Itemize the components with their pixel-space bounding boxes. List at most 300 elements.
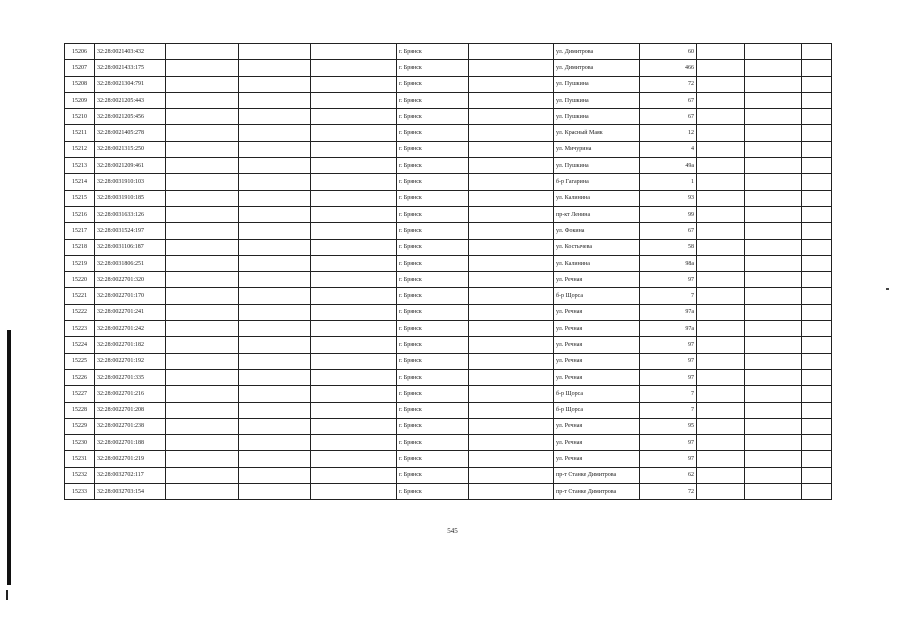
cell-empty: [166, 435, 239, 451]
cell-cadastral-number: 32:28:0022701:188: [95, 435, 166, 451]
cell-city: г. Брянск: [397, 337, 469, 353]
cell-empty: [166, 484, 239, 500]
cell-empty: [166, 467, 239, 483]
cell-empty: [166, 402, 239, 418]
cell-empty: [697, 369, 745, 385]
cell-empty: [697, 174, 745, 190]
table-row: [65, 60, 832, 76]
cell-house-number: 95: [640, 418, 697, 434]
cell-empty: [311, 255, 397, 271]
cell-cadastral-number: 32:28:0022701:238: [95, 418, 166, 434]
cell-record-number: 15229: [65, 418, 95, 434]
cell-street: пр-кт Ленина: [554, 206, 640, 222]
cell-empty: [166, 337, 239, 353]
cell-empty: [802, 337, 832, 353]
cell-empty: [311, 435, 397, 451]
cell-empty: [697, 386, 745, 402]
cell-empty: [239, 467, 311, 483]
cell-empty: [469, 109, 554, 125]
cell-empty: [469, 239, 554, 255]
cell-house-number: 72: [640, 484, 697, 500]
cell-empty: [311, 109, 397, 125]
cell-cadastral-number: 32:28:0031910:103: [95, 174, 166, 190]
cell-empty: [802, 190, 832, 206]
cell-record-number: 15223: [65, 321, 95, 337]
cell-empty: [239, 109, 311, 125]
cell-empty: [745, 141, 802, 157]
cell-empty: [311, 60, 397, 76]
cell-empty: [802, 141, 832, 157]
cell-empty: [697, 255, 745, 271]
cell-record-number: 15219: [65, 255, 95, 271]
cell-house-number: 97: [640, 369, 697, 385]
cell-cadastral-number: 32:28:0031106:187: [95, 239, 166, 255]
cell-empty: [469, 353, 554, 369]
cell-empty: [802, 321, 832, 337]
cell-empty: [166, 223, 239, 239]
cell-empty: [802, 109, 832, 125]
cell-street: ул. Речная: [554, 353, 640, 369]
cell-empty: [239, 418, 311, 434]
cell-empty: [802, 60, 832, 76]
cell-empty: [697, 190, 745, 206]
cell-street: ул. Речная: [554, 418, 640, 434]
cell-empty: [239, 44, 311, 60]
cell-empty: [745, 174, 802, 190]
cell-empty: [697, 435, 745, 451]
cell-house-number: 67: [640, 92, 697, 108]
cell-street: пр-т Станке Димитрова: [554, 467, 640, 483]
cell-empty: [745, 190, 802, 206]
cell-house-number: 62: [640, 467, 697, 483]
cell-empty: [745, 484, 802, 500]
table-row: [65, 321, 832, 337]
cell-empty: [311, 484, 397, 500]
cell-city: г. Брянск: [397, 402, 469, 418]
cell-city: г. Брянск: [397, 484, 469, 500]
cell-empty: [802, 239, 832, 255]
cell-empty: [745, 386, 802, 402]
cell-empty: [802, 206, 832, 222]
cell-street: ул. Калинина: [554, 255, 640, 271]
cell-city: г. Брянск: [397, 44, 469, 60]
cell-house-number: 99: [640, 206, 697, 222]
cell-empty: [166, 174, 239, 190]
cell-city: г. Брянск: [397, 418, 469, 434]
cell-empty: [469, 158, 554, 174]
cell-city: г. Брянск: [397, 60, 469, 76]
cell-cadastral-number: 32:28:0021205:443: [95, 92, 166, 108]
cell-house-number: 67: [640, 223, 697, 239]
cell-cadastral-number: 32:28:0021315:250: [95, 141, 166, 157]
cell-empty: [311, 158, 397, 174]
cell-empty: [745, 288, 802, 304]
table-row: [65, 223, 832, 239]
cell-empty: [311, 321, 397, 337]
cell-street: ул. Речная: [554, 451, 640, 467]
cell-cadastral-number: 32:28:0022701:241: [95, 304, 166, 320]
cell-house-number: 97: [640, 353, 697, 369]
cell-empty: [239, 174, 311, 190]
cell-street: ул. Костычева: [554, 239, 640, 255]
cell-empty: [239, 223, 311, 239]
cell-empty: [745, 125, 802, 141]
cell-empty: [239, 60, 311, 76]
cell-empty: [166, 369, 239, 385]
cell-empty: [239, 435, 311, 451]
cell-empty: [469, 190, 554, 206]
cell-empty: [239, 386, 311, 402]
table-row: [65, 272, 832, 288]
cell-city: г. Брянск: [397, 304, 469, 320]
cell-empty: [802, 418, 832, 434]
cell-empty: [802, 369, 832, 385]
cell-empty: [239, 158, 311, 174]
cell-empty: [311, 239, 397, 255]
cell-empty: [166, 158, 239, 174]
cell-empty: [239, 353, 311, 369]
cell-cadastral-number: 32:28:0031910:185: [95, 190, 166, 206]
cell-street: ул. Речная: [554, 369, 640, 385]
cell-empty: [239, 76, 311, 92]
cell-empty: [697, 141, 745, 157]
cell-empty: [239, 451, 311, 467]
cell-empty: [745, 206, 802, 222]
cell-house-number: 72: [640, 76, 697, 92]
cell-street: ул. Димитрова: [554, 60, 640, 76]
cell-empty: [745, 44, 802, 60]
cell-empty: [166, 451, 239, 467]
cell-house-number: 12: [640, 125, 697, 141]
cell-street: ул. Пушкина: [554, 158, 640, 174]
cell-city: г. Брянск: [397, 125, 469, 141]
cell-house-number: 97: [640, 272, 697, 288]
table-row: [65, 206, 832, 222]
table-row: [65, 304, 832, 320]
cell-empty: [311, 223, 397, 239]
cell-cadastral-number: 32:28:0022701:192: [95, 353, 166, 369]
cell-empty: [166, 239, 239, 255]
cell-street: ул. Речная: [554, 435, 640, 451]
cell-empty: [311, 467, 397, 483]
cell-empty: [239, 402, 311, 418]
cell-house-number: 4: [640, 141, 697, 157]
cell-record-number: 15218: [65, 239, 95, 255]
cell-empty: [239, 288, 311, 304]
cell-empty: [166, 92, 239, 108]
cell-empty: [166, 418, 239, 434]
cell-empty: [745, 467, 802, 483]
cell-cadastral-number: 32:28:0022701:219: [95, 451, 166, 467]
cell-cadastral-number: 32:28:0021403:432: [95, 44, 166, 60]
cell-house-number: 7: [640, 386, 697, 402]
cell-empty: [311, 272, 397, 288]
cell-empty: [166, 125, 239, 141]
cell-empty: [802, 158, 832, 174]
cell-empty: [802, 467, 832, 483]
cell-street: ул. Фокина: [554, 223, 640, 239]
cell-empty: [239, 484, 311, 500]
cell-street: ул. Речная: [554, 321, 640, 337]
cell-empty: [745, 418, 802, 434]
cell-empty: [239, 125, 311, 141]
cell-cadastral-number: 32:28:0021433:175: [95, 60, 166, 76]
cell-record-number: 15221: [65, 288, 95, 304]
cell-city: г. Брянск: [397, 369, 469, 385]
cell-empty: [469, 484, 554, 500]
cell-empty: [166, 255, 239, 271]
cell-empty: [311, 76, 397, 92]
cell-city: г. Брянск: [397, 92, 469, 108]
cell-city: г. Брянск: [397, 223, 469, 239]
cell-empty: [469, 206, 554, 222]
cell-empty: [697, 109, 745, 125]
table-row: [65, 109, 832, 125]
cell-record-number: 15228: [65, 402, 95, 418]
cell-empty: [802, 435, 832, 451]
cell-record-number: 15212: [65, 141, 95, 157]
cell-house-number: 97: [640, 337, 697, 353]
cell-empty: [311, 386, 397, 402]
table-row: [65, 402, 832, 418]
cell-street: ул. Пушкина: [554, 109, 640, 125]
cell-empty: [166, 206, 239, 222]
cell-empty: [239, 92, 311, 108]
cell-empty: [802, 92, 832, 108]
cell-empty: [239, 190, 311, 206]
cell-cadastral-number: 32:28:0032702:117: [95, 467, 166, 483]
cell-empty: [802, 174, 832, 190]
cell-street: ул. Калинина: [554, 190, 640, 206]
cell-city: г. Брянск: [397, 239, 469, 255]
cell-empty: [745, 435, 802, 451]
table-row: [65, 418, 832, 434]
cell-record-number: 15213: [65, 158, 95, 174]
cell-empty: [697, 76, 745, 92]
cell-city: г. Брянск: [397, 451, 469, 467]
cell-empty: [469, 386, 554, 402]
cell-empty: [469, 402, 554, 418]
cell-empty: [697, 451, 745, 467]
cell-record-number: 15208: [65, 76, 95, 92]
cell-empty: [745, 239, 802, 255]
cell-cadastral-number: 32:28:0022701:208: [95, 402, 166, 418]
cell-empty: [697, 223, 745, 239]
cell-city: г. Брянск: [397, 272, 469, 288]
cell-empty: [745, 353, 802, 369]
cell-empty: [745, 451, 802, 467]
cell-street: ул. Речная: [554, 272, 640, 288]
cell-empty: [469, 304, 554, 320]
cell-empty: [802, 44, 832, 60]
cell-empty: [311, 206, 397, 222]
cell-empty: [745, 272, 802, 288]
cell-empty: [469, 174, 554, 190]
scan-edge-mark: [7, 330, 11, 585]
cell-record-number: 15226: [65, 369, 95, 385]
cell-record-number: 15211: [65, 125, 95, 141]
cell-city: г. Брянск: [397, 190, 469, 206]
cell-street: б-р Щорса: [554, 402, 640, 418]
cell-street: б-р Гагарина: [554, 174, 640, 190]
cell-empty: [166, 304, 239, 320]
cell-cadastral-number: 32:28:0022701:216: [95, 386, 166, 402]
cell-house-number: 98а: [640, 255, 697, 271]
table-row: [65, 337, 832, 353]
cell-record-number: 15210: [65, 109, 95, 125]
cell-cadastral-number: 32:28:0022701:182: [95, 337, 166, 353]
cell-house-number: 97: [640, 451, 697, 467]
cell-empty: [311, 92, 397, 108]
cell-empty: [166, 190, 239, 206]
cell-house-number: 97: [640, 435, 697, 451]
cell-record-number: 15222: [65, 304, 95, 320]
cell-street: ул. Пушкина: [554, 92, 640, 108]
cell-empty: [697, 304, 745, 320]
cell-street: ул. Пушкина: [554, 76, 640, 92]
cell-empty: [802, 386, 832, 402]
cell-empty: [745, 109, 802, 125]
table-row: [65, 484, 832, 500]
cell-empty: [469, 467, 554, 483]
cell-record-number: 15214: [65, 174, 95, 190]
cell-record-number: 15231: [65, 451, 95, 467]
cell-city: г. Брянск: [397, 288, 469, 304]
table-row: [65, 125, 832, 141]
scan-edge-mark-small: [6, 590, 8, 600]
table-row: [65, 158, 832, 174]
cell-empty: [311, 418, 397, 434]
cell-empty: [802, 353, 832, 369]
cell-street: пр-т Станке Димитрова: [554, 484, 640, 500]
cell-empty: [469, 418, 554, 434]
cell-record-number: 15233: [65, 484, 95, 500]
cell-city: г. Брянск: [397, 255, 469, 271]
cell-cadastral-number: 32:28:0022701:320: [95, 272, 166, 288]
cell-empty: [239, 255, 311, 271]
cell-empty: [166, 141, 239, 157]
cell-empty: [311, 402, 397, 418]
cell-empty: [697, 467, 745, 483]
table-row: [65, 467, 832, 483]
cell-empty: [239, 304, 311, 320]
cell-cadastral-number: 32:28:0021405:278: [95, 125, 166, 141]
cell-house-number: 97а: [640, 321, 697, 337]
cell-empty: [802, 272, 832, 288]
table-row: [65, 92, 832, 108]
cell-empty: [166, 288, 239, 304]
cell-empty: [469, 44, 554, 60]
cell-empty: [311, 190, 397, 206]
cell-empty: [311, 451, 397, 467]
cell-empty: [697, 353, 745, 369]
cell-empty: [239, 369, 311, 385]
cell-empty: [697, 158, 745, 174]
cell-empty: [166, 353, 239, 369]
cell-empty: [469, 60, 554, 76]
cell-house-number: 49а: [640, 158, 697, 174]
cell-empty: [239, 206, 311, 222]
cell-empty: [166, 109, 239, 125]
cell-empty: [311, 174, 397, 190]
cell-record-number: 15209: [65, 92, 95, 108]
cell-empty: [745, 76, 802, 92]
cell-empty: [469, 288, 554, 304]
cell-empty: [469, 92, 554, 108]
cell-city: г. Брянск: [397, 386, 469, 402]
scan-speck: [886, 288, 889, 290]
table-row: [65, 369, 832, 385]
cell-record-number: 15206: [65, 44, 95, 60]
cell-empty: [469, 223, 554, 239]
cell-cadastral-number: 32:28:0022701:335: [95, 369, 166, 385]
cell-empty: [469, 76, 554, 92]
cell-city: г. Брянск: [397, 158, 469, 174]
cell-empty: [166, 76, 239, 92]
cell-house-number: 93: [640, 190, 697, 206]
cell-empty: [311, 125, 397, 141]
cell-record-number: 15224: [65, 337, 95, 353]
cell-empty: [469, 125, 554, 141]
cell-empty: [697, 60, 745, 76]
cell-empty: [745, 92, 802, 108]
cell-empty: [469, 337, 554, 353]
cell-empty: [745, 321, 802, 337]
cell-empty: [802, 255, 832, 271]
cell-house-number: 7: [640, 402, 697, 418]
cell-empty: [469, 141, 554, 157]
cell-empty: [697, 239, 745, 255]
cell-empty: [166, 321, 239, 337]
cell-empty: [239, 239, 311, 255]
cell-empty: [802, 288, 832, 304]
cell-record-number: 15230: [65, 435, 95, 451]
cell-house-number: 58: [640, 239, 697, 255]
cell-empty: [697, 125, 745, 141]
cell-empty: [697, 402, 745, 418]
cell-city: г. Брянск: [397, 321, 469, 337]
cell-house-number: 1: [640, 174, 697, 190]
cell-empty: [697, 321, 745, 337]
cell-record-number: 15215: [65, 190, 95, 206]
cell-house-number: 97а: [640, 304, 697, 320]
cell-street: ул. Мичурина: [554, 141, 640, 157]
cell-cadastral-number: 32:28:0022701:170: [95, 288, 166, 304]
table-row: [65, 255, 832, 271]
cell-empty: [697, 337, 745, 353]
registry-body: [65, 44, 832, 500]
cell-cadastral-number: 32:28:0031524:197: [95, 223, 166, 239]
cell-empty: [697, 418, 745, 434]
table-row: [65, 76, 832, 92]
cell-record-number: 15225: [65, 353, 95, 369]
cell-empty: [802, 484, 832, 500]
cell-empty: [802, 223, 832, 239]
cell-record-number: 15232: [65, 467, 95, 483]
cell-empty: [166, 60, 239, 76]
registry-table: [64, 43, 832, 500]
table-row: [65, 451, 832, 467]
cell-empty: [469, 272, 554, 288]
page-number: 545: [447, 527, 458, 535]
cell-record-number: 15217: [65, 223, 95, 239]
cell-city: г. Брянск: [397, 353, 469, 369]
cell-empty: [745, 304, 802, 320]
cell-record-number: 15220: [65, 272, 95, 288]
cell-house-number: 466: [640, 60, 697, 76]
cell-city: г. Брянск: [397, 174, 469, 190]
cell-empty: [469, 451, 554, 467]
